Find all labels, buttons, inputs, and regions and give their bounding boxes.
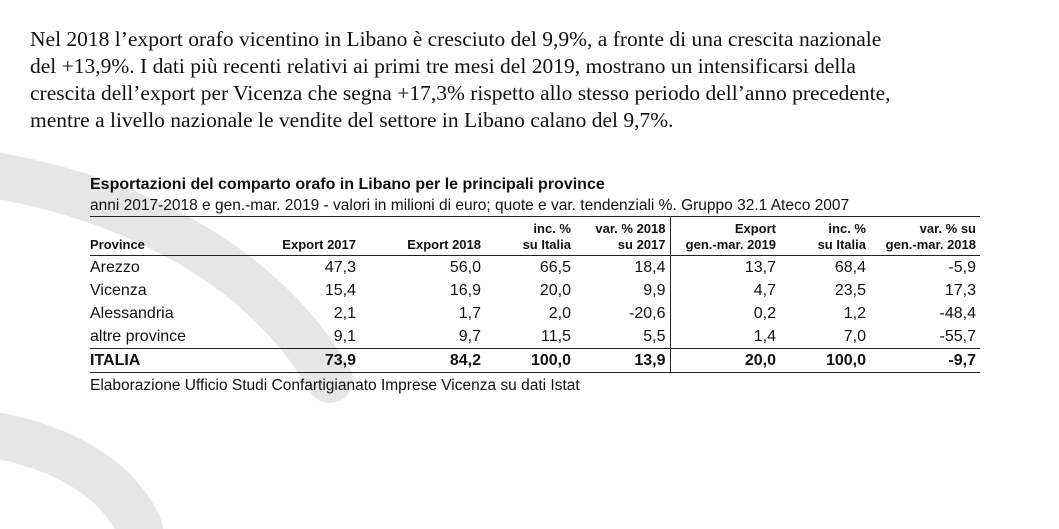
- table-cell: 5,5: [643, 328, 666, 345]
- table-cell: 84,2: [360, 349, 485, 373]
- paragraph-line: del +13,9%. I dati più recenti relativi ai primi tre mesi del 2019, mostrano un intensificarsi della: [30, 54, 856, 78]
- table-row: [90, 325, 980, 349]
- header-export-2018: Export 2018: [360, 217, 485, 256]
- header-inc-italia: inc. % su Italia: [485, 217, 575, 256]
- table-cell: 1,2: [843, 305, 866, 322]
- table-cell: -55,7: [939, 328, 976, 345]
- table-cell: 0,2: [670, 302, 780, 325]
- table-cell: Arezzo: [90, 259, 140, 276]
- table-cell: 2,0: [548, 305, 571, 322]
- intro-paragraph: [30, 26, 1040, 134]
- table-cell: 7,0: [843, 328, 866, 345]
- table-cell: 1,4: [670, 325, 780, 349]
- table-cell: 2,1: [333, 305, 356, 322]
- table-cell: -20,6: [629, 305, 666, 322]
- table-cell: 9,9: [643, 282, 666, 299]
- paragraph-line: crescita dell’export per Vicenza che segna +17,3% rispetto allo stesso periodo dell’anno precedente,: [30, 81, 891, 105]
- export-table: [90, 217, 980, 373]
- table-cell: 16,9: [449, 282, 481, 299]
- table-title: Esportazioni del comparto orafo in Libano per le principali province: [90, 176, 605, 193]
- paragraph-line: Nel 2018 l’export orafo vicentino in Libano è cresciuto del 9,9%, a fronte di una crescita nazionale: [30, 27, 882, 51]
- paragraph-line: mentre a livello nazionale le vendite del settore in Libano calano del 9,7%.: [30, 108, 674, 132]
- table-cell: 100,0: [485, 349, 575, 373]
- header-export-2019: Export gen.-mar. 2019: [670, 217, 780, 256]
- table-cell: 4,7: [670, 279, 780, 302]
- table-cell: 20,0: [539, 282, 571, 299]
- table-cell: Alessandria: [90, 305, 174, 322]
- table-cell: 47,3: [324, 259, 356, 276]
- table-cell: -5,9: [948, 259, 976, 276]
- table-subtitle: anni 2017-2018 e gen.-mar. 2019 - valori in milioni di euro; quote e var. tendenziali %. Gruppo 32.1 Ateco 2007: [90, 196, 980, 217]
- table-cell: Vicenza: [90, 282, 147, 299]
- table-cell: 1,7: [458, 305, 481, 322]
- table-cell: 66,5: [539, 259, 571, 276]
- export-table-block: [90, 174, 980, 397]
- table-cell: 20,0: [670, 349, 780, 373]
- table-cell: -9,7: [870, 349, 980, 373]
- table-cell: 68,4: [834, 259, 866, 276]
- header-export-2017: Export 2017: [240, 217, 360, 256]
- table-row: [90, 279, 980, 302]
- table-header-row: [90, 217, 980, 256]
- header-province: Province: [90, 217, 240, 256]
- table-total-row: [90, 349, 980, 373]
- table-cell: 73,9: [240, 349, 360, 373]
- header-inc-italia-2019: inc. % su Italia: [780, 217, 870, 256]
- table-row: [90, 302, 980, 325]
- table-cell: 100,0: [780, 349, 870, 373]
- header-var-2019: var. % su gen.-mar. 2018: [870, 217, 980, 256]
- table-cell: 13,7: [670, 256, 780, 280]
- table-cell: 15,4: [324, 282, 356, 299]
- table-cell: 18,4: [634, 259, 666, 276]
- table-cell: -48,4: [939, 305, 976, 322]
- table-cell: altre province: [90, 328, 187, 345]
- table-cell: 13,9: [575, 349, 670, 373]
- table-cell: ITALIA: [90, 349, 240, 373]
- table-cell: 23,5: [834, 282, 866, 299]
- table-cell: 11,5: [541, 328, 571, 345]
- table-cell: 9,1: [333, 328, 356, 345]
- table-source-note: Elaborazione Ufficio Studi Confartigianato Imprese Vicenza su dati Istat: [90, 377, 580, 394]
- table-row: [90, 256, 980, 280]
- table-cell: 9,7: [458, 328, 481, 345]
- table-cell: 17,3: [944, 282, 976, 299]
- table-cell: 56,0: [449, 259, 481, 276]
- header-var-2018: var. % 2018 su 2017: [575, 217, 670, 256]
